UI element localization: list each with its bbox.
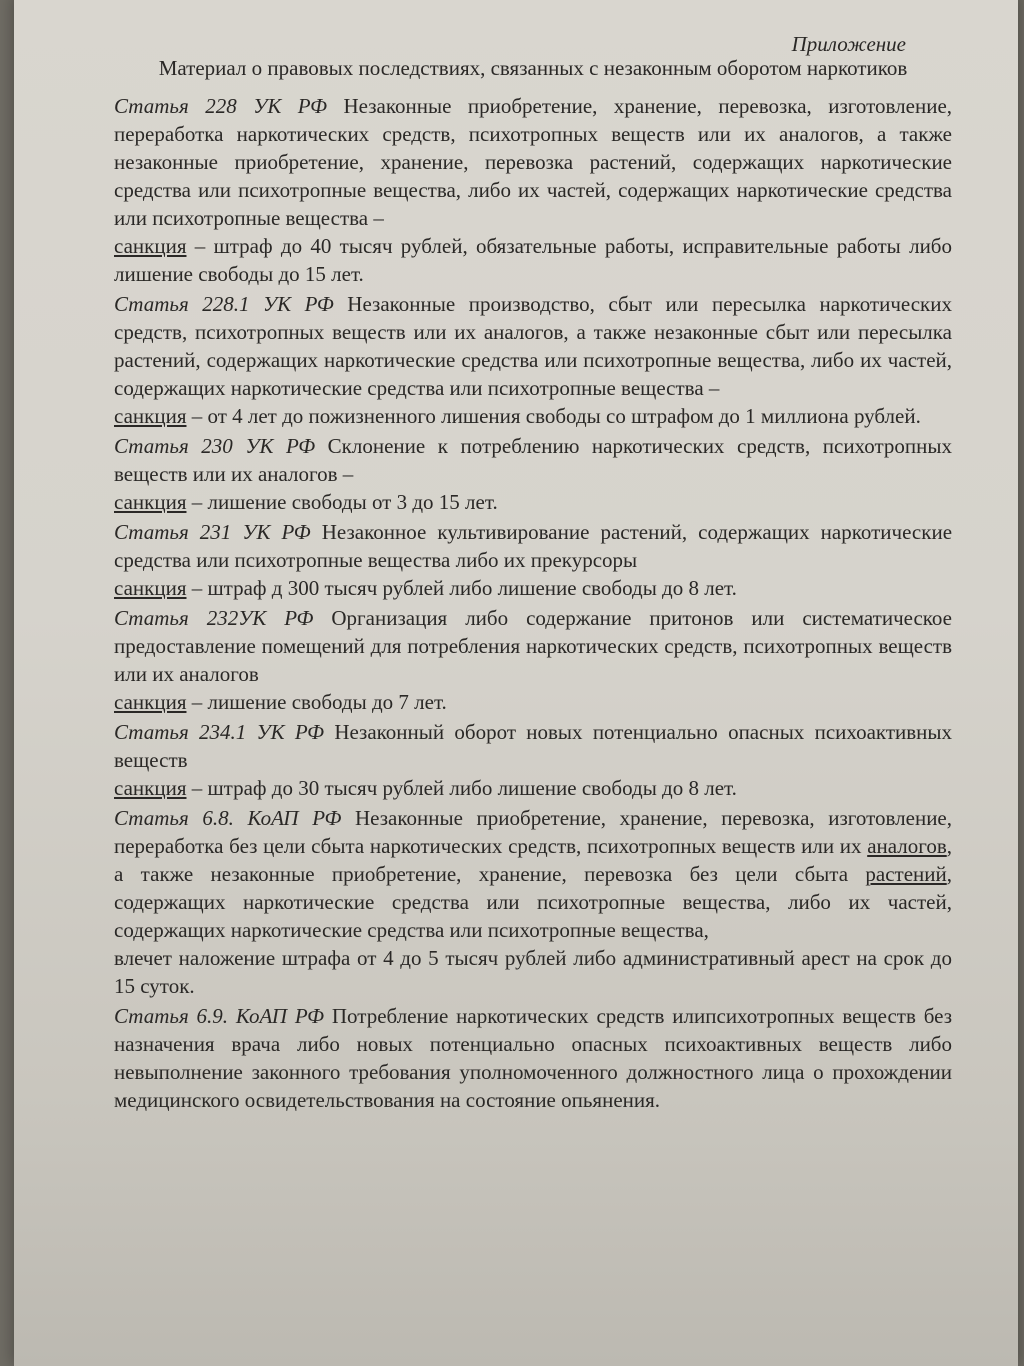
article-text: Незаконные производство, сбыт или пересылка наркотических средств, психотропных веществ или их аналогов, а также незаконные сбыт или пересылка растений, содержащих наркотические средства или психотропные вещества, либо их частей, содержащих наркотические средства или психотропные вещества –: [114, 292, 952, 400]
article-ref: Статья 228.1 УК РФ: [114, 292, 334, 316]
article-234-1: [114, 718, 952, 802]
article-text: , содержащих наркотические средства или психотропные вещества, либо их частей, содержащих наркотические средства или психотропные вещества,: [114, 862, 952, 942]
sanction-text: – штраф д 300 тысяч рублей либо лишение свободы до 8 лет.: [191, 576, 737, 600]
document-title: Материал о правовых последствиях, связанных с незаконным оборотом наркотиков: [158, 56, 908, 80]
article-231: [114, 518, 952, 602]
plants-link[interactable]: растений: [865, 862, 947, 886]
article-ref: Статья 232УК РФ: [114, 606, 314, 630]
article-228-1: [114, 290, 952, 430]
article-text: Незаконные приобретение, хранение, перевозка, изготовление, переработка без цели сбыта наркотических средств, психотропных веществ или их: [114, 806, 953, 858]
article-ref: Статья 230 УК РФ: [114, 434, 316, 458]
analogs-link[interactable]: аналогов: [867, 834, 947, 858]
sanction-label: санкция: [114, 404, 187, 428]
koap-article-6-9: [114, 1002, 952, 1114]
article-text: Незаконный оборот новых потенциально опасных психоактивных веществ: [114, 720, 953, 772]
article-230: [114, 432, 952, 516]
appendix-label: Приложение: [791, 32, 906, 56]
penalty-text: влечет наложение штрафа от 4 до 5 тысяч рублей либо административный арест на срок до 15 суток.: [114, 946, 952, 998]
article-text: Незаконные приобретение, хранение, перевозка, изготовление, переработка наркотических средств, психотропных веществ или их аналогов, а также незаконные приобретение, хранение, перевозка растений, содержащих наркотические средства или психотропные вещества, либо их частей, содержащих наркотические средства или психотропные вещества –: [114, 94, 953, 230]
sanction-line: [114, 232, 952, 288]
article-text: Склонение к потреблению наркотических средств, психотропных веществ или их аналогов –: [114, 434, 953, 486]
article-228: [114, 92, 952, 288]
sanction-label: санкция: [114, 490, 187, 514]
sanction-line: [114, 402, 952, 430]
article-ref: Статья 231 УК РФ: [114, 520, 311, 544]
sanction-text: – лишение свободы от 3 до 15 лет.: [191, 490, 498, 514]
sanction-line: [114, 774, 952, 802]
article-text: , а также незаконные приобретение, хранение, перевозка без цели сбыта: [114, 834, 952, 886]
article-ref: Статья 6.9. КоАП РФ: [114, 1004, 325, 1028]
koap-article-6-8: [114, 804, 952, 1000]
sanction-line: [114, 488, 952, 516]
article-ref: Статья 6.8. КоАП РФ: [114, 806, 342, 830]
article-text: Организация либо содержание притонов или систематическое предоставление помещений для потребления наркотических средств, психотропных веществ или их аналогов: [114, 606, 953, 686]
article-text: Незаконное культивирование растений, содержащих наркотические средства или психотропные вещества либо их прекурсоры: [114, 520, 953, 572]
sanction-text: – лишение свободы до 7 лет.: [191, 690, 447, 714]
sanction-line: [114, 688, 952, 716]
sanction-label: санкция: [114, 576, 187, 600]
sanction-label: санкция: [114, 690, 187, 714]
article-ref: Статья 234.1 УК РФ: [114, 720, 325, 744]
document-page: [14, 0, 1018, 1366]
sanction-label: санкция: [114, 234, 187, 258]
article-ref: Статья 228 УК РФ: [114, 94, 327, 118]
sanction-line: [114, 574, 952, 602]
article-232: [114, 604, 952, 716]
sanction-text: – от 4 лет до пожизненного лишения свободы со штрафом до 1 миллиона рублей.: [191, 404, 921, 428]
document-body: [114, 92, 952, 1114]
sanction-text: – штраф до 30 тысяч рублей либо лишение свободы до 8 лет.: [191, 776, 737, 800]
article-text: Потребление наркотических средств илипсихотропных веществ без назначения врача либо новых потенциально опасных психоактивных веществ либо невыполнение законного требования уполномоченного должностного лица о прохождении медицинского освидетельствования на состояние опьянения.: [114, 1004, 953, 1112]
sanction-text: – штраф до 40 тысяч рублей, обязательные работы, исправительные работы либо лишение свободы до 15 лет.: [114, 234, 952, 286]
sanction-label: санкция: [114, 776, 187, 800]
document-content: [114, 30, 952, 1116]
